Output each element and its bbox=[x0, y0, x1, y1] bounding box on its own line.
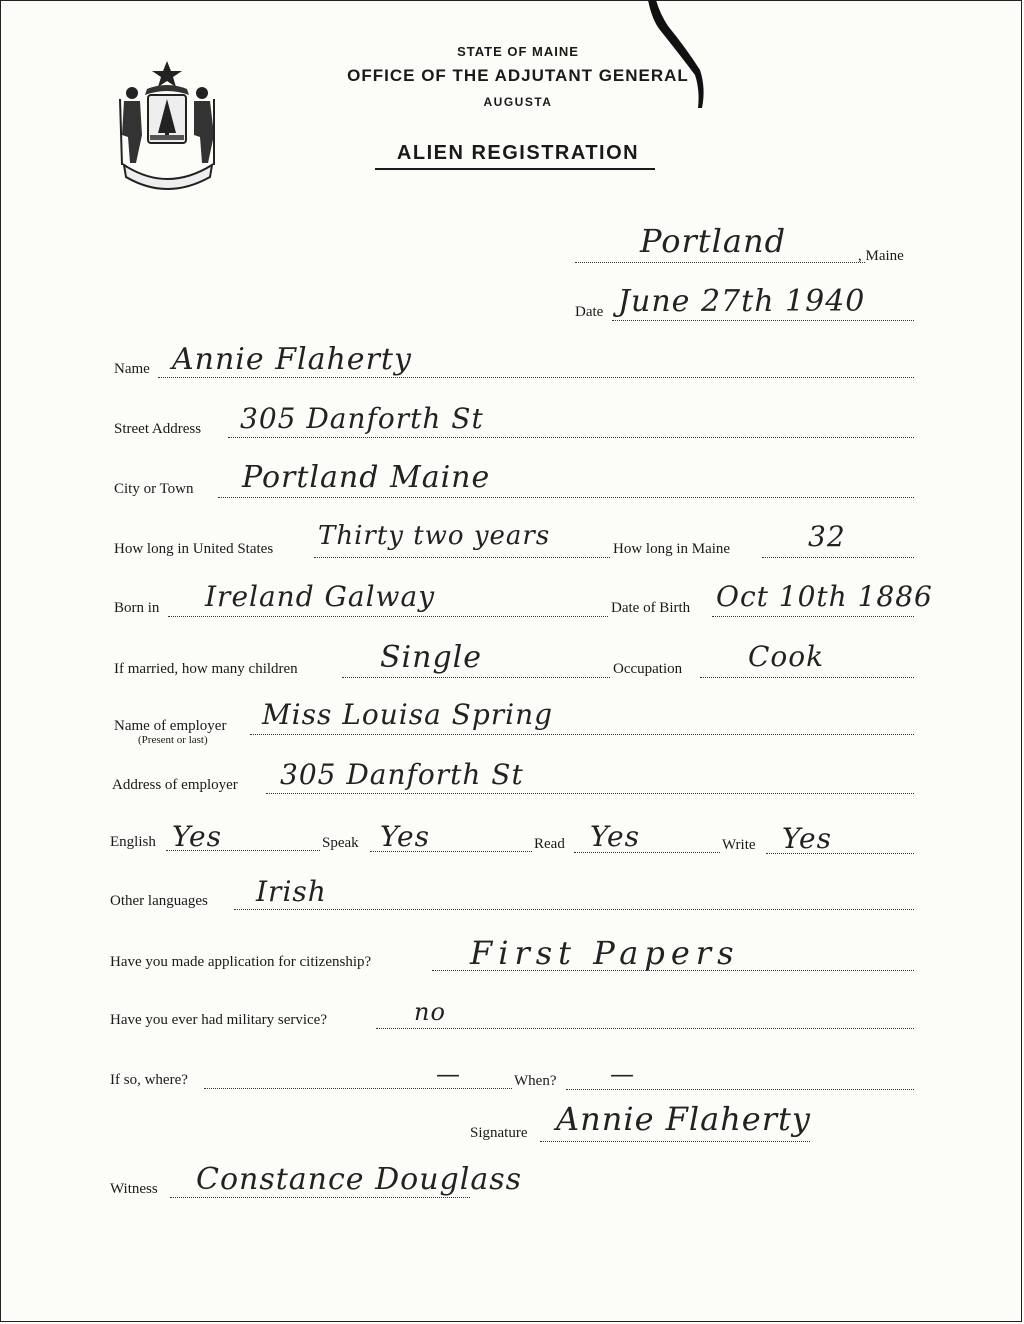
read-value: Yes bbox=[590, 820, 640, 853]
when-value: — bbox=[610, 1060, 635, 1088]
place-line bbox=[575, 262, 865, 263]
born-in-label: Born in bbox=[114, 600, 160, 616]
name-line bbox=[158, 377, 914, 378]
state-heading: STATE OF MAINE bbox=[457, 44, 579, 59]
employer-address-line bbox=[266, 793, 914, 794]
how-long-maine-line bbox=[762, 557, 914, 558]
place-suffix: , Maine bbox=[858, 248, 904, 264]
city-value: Portland Maine bbox=[242, 460, 491, 495]
office-heading: OFFICE OF THE ADJUTANT GENERAL bbox=[347, 66, 689, 85]
other-languages-line bbox=[234, 909, 914, 910]
citizenship-value: First Papers bbox=[470, 934, 740, 972]
how-long-us-line bbox=[314, 557, 610, 558]
write-value: Yes bbox=[782, 822, 832, 855]
title-underline bbox=[375, 168, 655, 170]
how-long-us-value: Thirty two years bbox=[318, 521, 551, 551]
name-label: Name bbox=[114, 361, 150, 377]
born-in-line bbox=[168, 616, 608, 617]
how-long-maine-value: 32 bbox=[808, 520, 846, 553]
when-line bbox=[566, 1089, 914, 1090]
where-line bbox=[204, 1088, 512, 1089]
where-label: If so, where? bbox=[110, 1072, 188, 1088]
children-label: If married, how many children bbox=[114, 661, 298, 677]
when-label: When? bbox=[514, 1073, 557, 1089]
how-long-maine-label: How long in Maine bbox=[613, 541, 731, 557]
english-value: Yes bbox=[172, 820, 222, 853]
english-label: English bbox=[110, 834, 156, 850]
military-label: Have you ever had military service? bbox=[110, 1012, 327, 1028]
employer-address-value: 305 Danforth St bbox=[280, 758, 524, 791]
occupation-value: Cook bbox=[748, 640, 825, 673]
witness-line bbox=[170, 1197, 470, 1198]
born-in-value: Ireland Galway bbox=[205, 580, 436, 613]
dob-value: Oct 10th 1886 bbox=[716, 580, 933, 613]
date-line bbox=[612, 320, 914, 321]
employer-address-label: Address of employer bbox=[112, 777, 238, 793]
place-value: Portland bbox=[640, 222, 787, 260]
employer-value: Miss Louisa Spring bbox=[262, 698, 554, 731]
children-value: Single bbox=[380, 640, 483, 675]
signature-label: Signature bbox=[470, 1125, 528, 1141]
date-label: Date bbox=[575, 304, 604, 320]
employer-label: Name of employer bbox=[114, 718, 227, 734]
other-languages-label: Other languages bbox=[110, 893, 208, 909]
city-line bbox=[218, 497, 914, 498]
signature-value: Annie Flaherty bbox=[556, 1100, 811, 1138]
occupation-label: Occupation bbox=[613, 661, 683, 677]
dob-line bbox=[712, 616, 914, 617]
employer-line bbox=[250, 734, 914, 735]
speak-value: Yes bbox=[380, 820, 430, 853]
name-value: Annie Flaherty bbox=[172, 342, 412, 377]
city-label: City or Town bbox=[114, 481, 194, 497]
maine-state-seal bbox=[110, 55, 225, 190]
citizenship-label: Have you made application for citizenship? bbox=[110, 954, 372, 970]
occupation-line bbox=[700, 677, 914, 678]
children-line bbox=[342, 677, 610, 678]
street-label: Street Address bbox=[114, 421, 202, 437]
military-line bbox=[376, 1028, 914, 1029]
street-value: 305 Danforth St bbox=[240, 402, 484, 435]
form-title: ALIEN REGISTRATION bbox=[396, 142, 640, 164]
dob-label: Date of Birth bbox=[611, 600, 691, 616]
witness-value: Constance Douglass bbox=[196, 1162, 522, 1197]
signature-line bbox=[540, 1141, 810, 1142]
date-value: June 27th 1940 bbox=[618, 284, 866, 319]
speak-label: Speak bbox=[322, 835, 359, 851]
other-languages-value: Irish bbox=[256, 875, 327, 908]
street-line bbox=[228, 437, 914, 438]
employer-sublabel: (Present or last) bbox=[138, 734, 208, 746]
witness-label: Witness bbox=[110, 1181, 158, 1197]
how-long-us-label: How long in United States bbox=[114, 541, 274, 557]
military-value: no bbox=[414, 998, 446, 1026]
read-label: Read bbox=[534, 836, 565, 852]
where-value: — bbox=[436, 1060, 461, 1088]
write-label: Write bbox=[722, 837, 756, 853]
city-heading: AUGUSTA bbox=[483, 95, 553, 109]
